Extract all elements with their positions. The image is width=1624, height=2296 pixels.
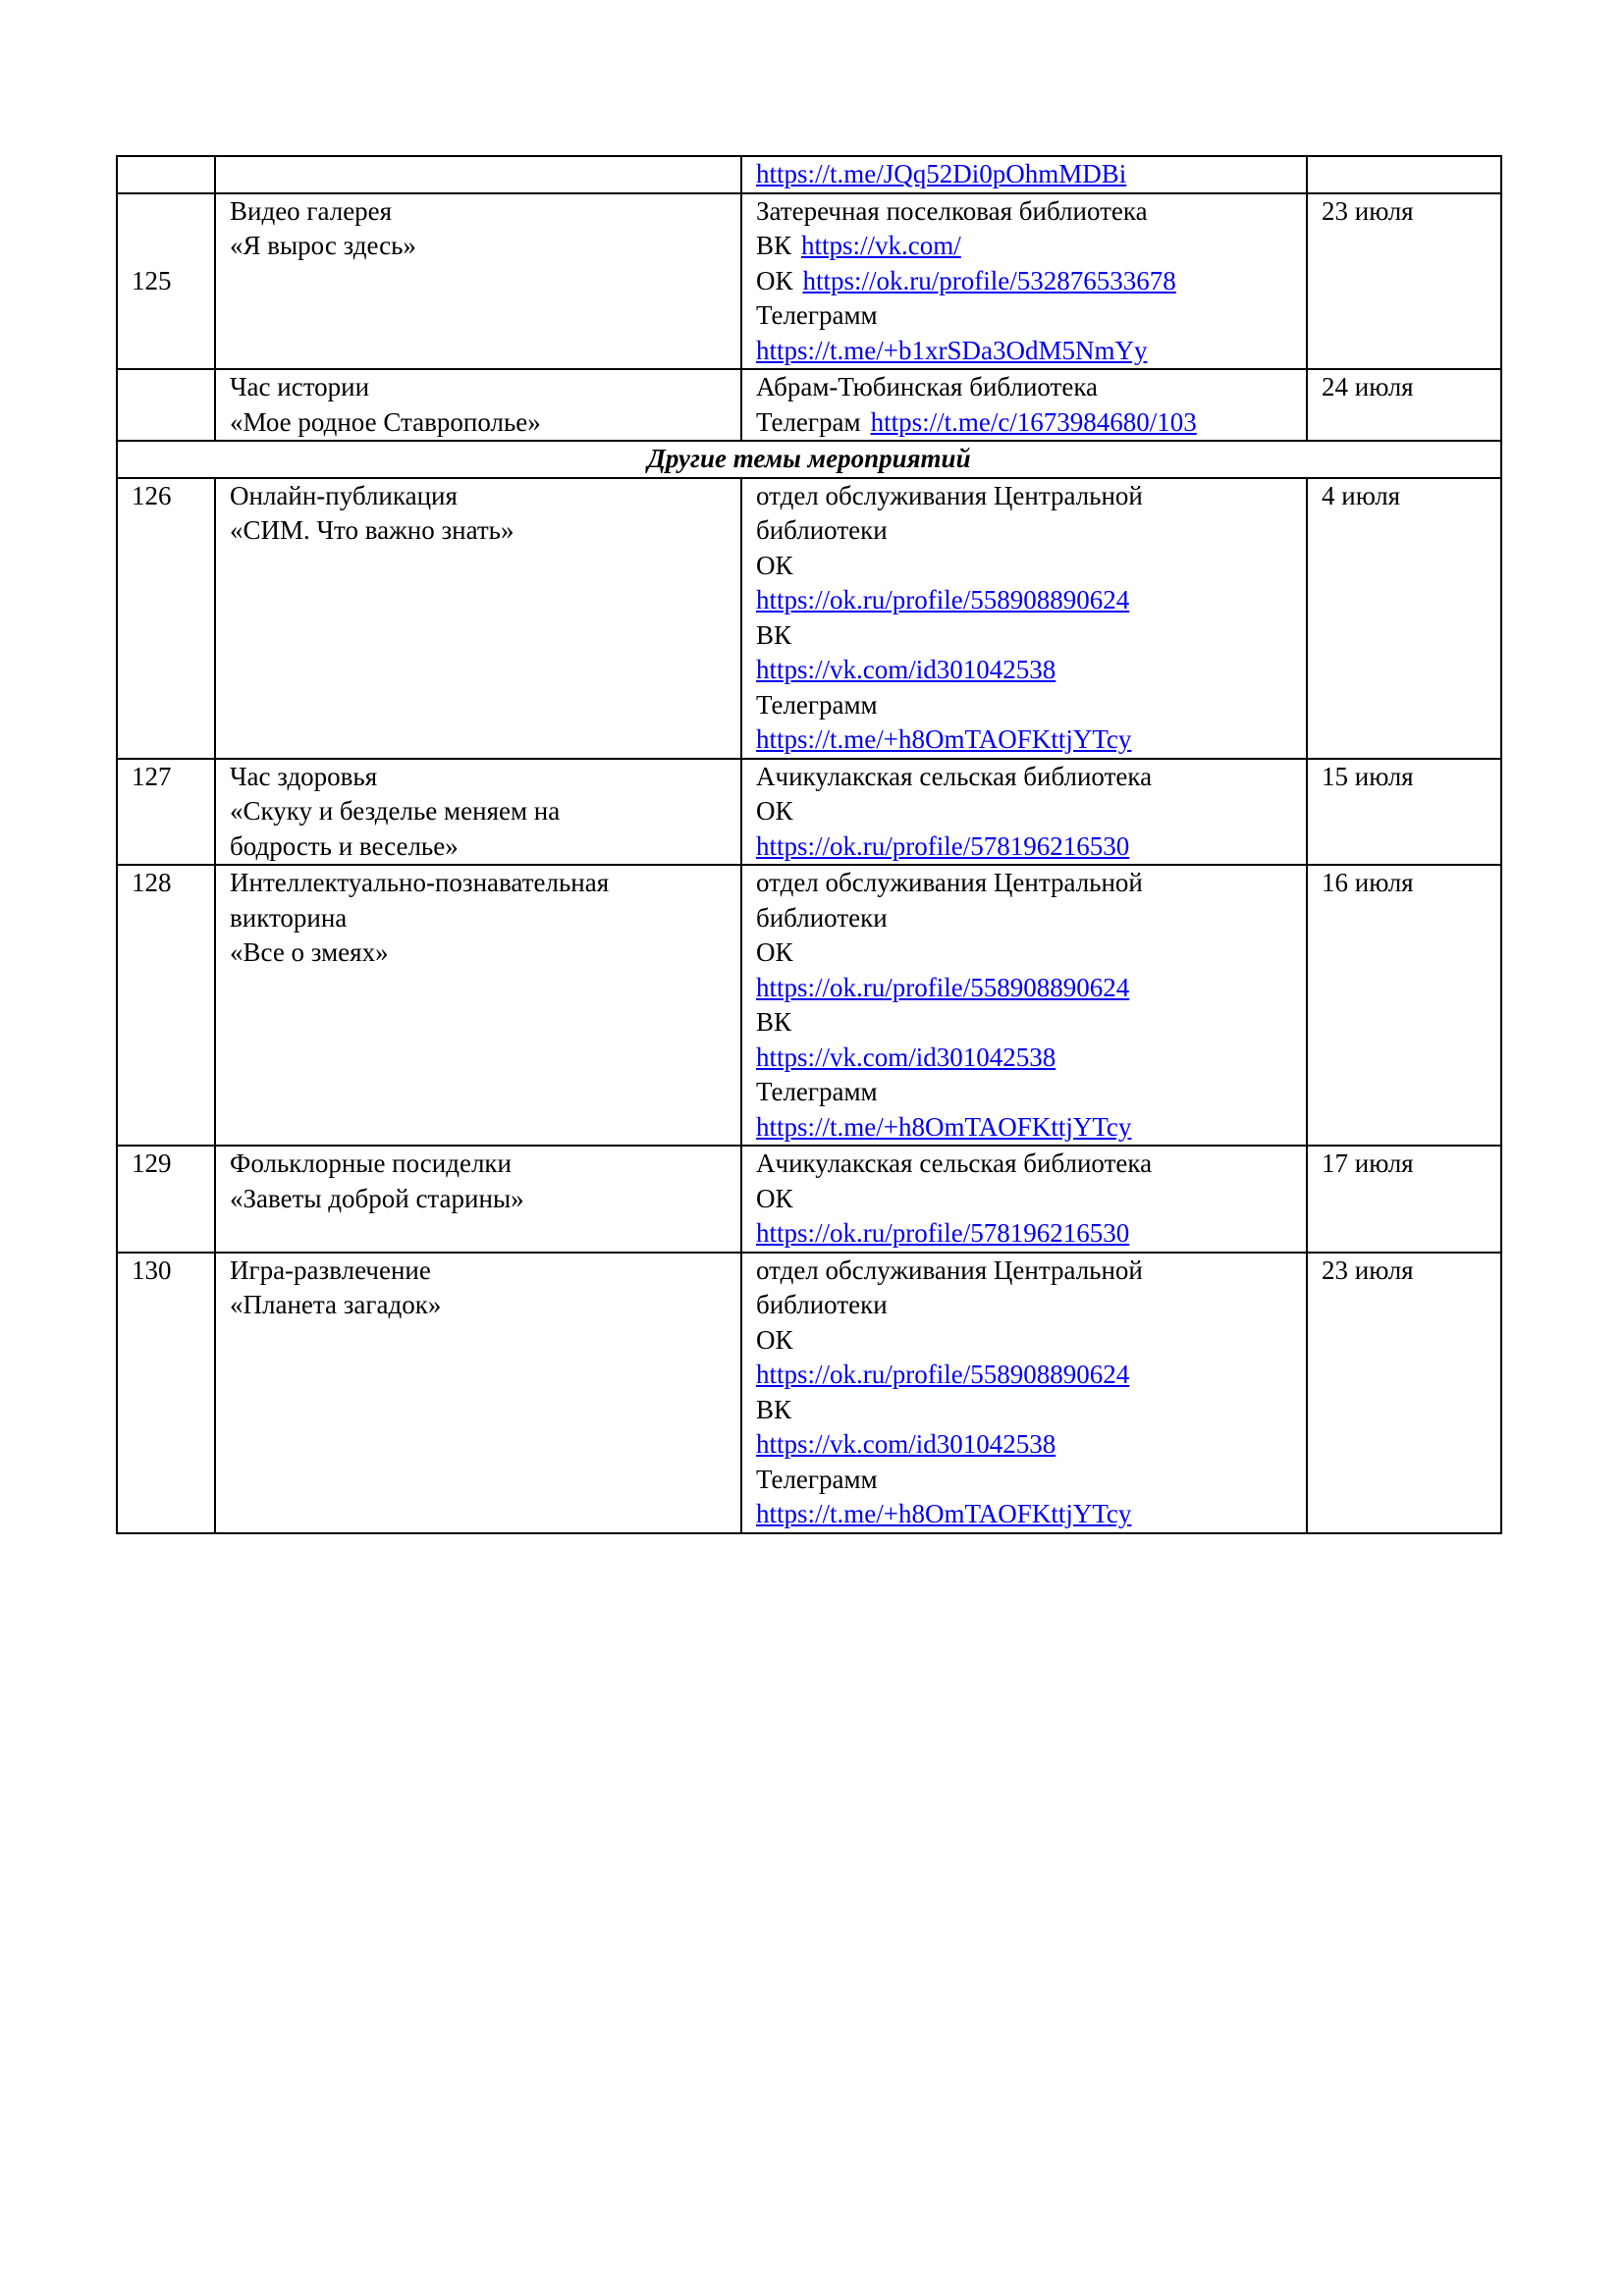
event-date: 24 июля: [1307, 369, 1501, 441]
venue-line: [756, 1110, 1292, 1146]
venue-text: ОК: [756, 937, 793, 967]
social-link[interactable]: https://ok.ru/profile/558908890624: [756, 585, 1130, 614]
social-link[interactable]: https://t.me/+h8OmTAOFKttjYTcy: [756, 724, 1132, 754]
venue-text: Телеграмм: [756, 300, 878, 330]
venue-text: отдел обслуживания Центральной: [756, 1255, 1143, 1285]
venue-line: [756, 1323, 1292, 1359]
event-date: 15 июля: [1307, 759, 1501, 866]
network-label: ОК: [756, 265, 793, 295]
venue-line: [756, 935, 1292, 971]
row-number: 127: [117, 759, 215, 866]
event-date: 17 июля: [1307, 1146, 1501, 1253]
social-link[interactable]: https://ok.ru/profile/578196216530: [756, 1218, 1130, 1248]
row-number: 129: [117, 1146, 215, 1253]
event-title-cell: [215, 478, 741, 759]
venue-line: [756, 583, 1292, 618]
network-label: ВК: [756, 231, 792, 260]
venue-line: [756, 1216, 1292, 1252]
venue-text: ВК: [756, 619, 792, 650]
social-link[interactable]: https://vk.com/: [801, 231, 961, 260]
social-link[interactable]: https://t.me/JQq52Di0pOhmMDBi: [756, 159, 1127, 188]
venue-line: [756, 653, 1292, 688]
venue-line: [756, 229, 1292, 264]
venue-line: [756, 264, 1292, 299]
venue-line: [756, 722, 1292, 758]
venue-cell: [741, 865, 1307, 1146]
event-title-line: Игра-развлечение: [230, 1255, 431, 1285]
event-title-line: «Мое родное Ставрополье»: [230, 406, 541, 437]
table-row: [117, 1146, 1501, 1253]
venue-line: [756, 901, 1292, 936]
social-link[interactable]: https://ok.ru/profile/532876533678: [802, 265, 1176, 295]
venue-line: [756, 513, 1292, 549]
row-number: 128: [117, 865, 215, 1146]
event-title-line: викторина: [230, 902, 348, 933]
venue-line: [756, 688, 1292, 723]
venue-line: [756, 794, 1292, 829]
table-row: [117, 759, 1501, 866]
venue-line: [756, 1182, 1292, 1217]
network-label: Телеграм: [756, 406, 861, 437]
venue-line: [756, 194, 1292, 230]
venue-line: [756, 405, 1292, 441]
venue-text: Абрам-Тюбинская библиотека: [756, 372, 1099, 401]
venue-cell: [741, 369, 1307, 441]
table-row: [117, 1253, 1501, 1533]
venue-line: [756, 1393, 1292, 1428]
venue-cell: [741, 478, 1307, 759]
event-date: [1307, 156, 1501, 193]
table-row: [117, 478, 1501, 759]
event-title-line: Интеллектуально-познавательная: [230, 868, 610, 897]
row-number: 125: [117, 193, 215, 370]
venue-text: Телеграмм: [756, 1077, 878, 1106]
event-date: 23 июля: [1307, 193, 1501, 370]
venue-text: ОК: [756, 1324, 793, 1355]
event-date: 23 июля: [1307, 1253, 1501, 1533]
venue-cell: [741, 759, 1307, 866]
venue-line: [756, 549, 1292, 584]
table-row: [117, 369, 1501, 441]
event-title-line: Онлайн-публикация: [230, 480, 458, 510]
venue-line: [756, 971, 1292, 1006]
event-title-cell: [215, 865, 741, 1146]
venue-text: ОК: [756, 1183, 793, 1213]
venue-line: [756, 1288, 1292, 1323]
event-title-line: «СИМ. Что важно знать»: [230, 515, 514, 545]
venue-text: Телеграмм: [756, 1464, 878, 1494]
venue-line: [756, 479, 1292, 514]
venue-line: [756, 1463, 1292, 1498]
social-link[interactable]: https://ok.ru/profile/578196216530: [756, 830, 1130, 861]
venue-line: [756, 866, 1292, 901]
venue-cell: [741, 156, 1307, 193]
event-title-cell: [215, 759, 741, 866]
row-number: [117, 369, 215, 441]
social-link[interactable]: https://t.me/+b1xrSDa3OdM5NmYy: [756, 335, 1148, 365]
events-table-body: [117, 156, 1501, 1533]
venue-line: [756, 1147, 1292, 1182]
venue-text: Затеречная поселковая библиотека: [756, 195, 1148, 226]
venue-cell: [741, 1146, 1307, 1253]
venue-cell: [741, 1253, 1307, 1533]
row-number: 126: [117, 478, 215, 759]
table-row: [117, 865, 1501, 1146]
social-link[interactable]: https://vk.com/id301042538: [756, 1429, 1056, 1459]
social-link[interactable]: https://t.me/c/1673984680/103: [870, 406, 1197, 437]
venue-text: отдел обслуживания Центральной: [756, 868, 1143, 897]
row-number: [117, 156, 215, 193]
venue-line: [756, 157, 1292, 192]
venue-line: [756, 760, 1292, 795]
social-link[interactable]: https://ok.ru/profile/558908890624: [756, 972, 1130, 1002]
event-title-line: бодрость и веселье»: [230, 830, 459, 861]
venue-line: [756, 1358, 1292, 1393]
venue-text: библиотеки: [756, 515, 888, 545]
event-title-line: «Все о змеях»: [230, 937, 389, 967]
venue-text: ОК: [756, 550, 793, 580]
event-title-cell: [215, 1253, 741, 1533]
social-link[interactable]: https://t.me/+h8OmTAOFKttjYTcy: [756, 1499, 1132, 1528]
event-date: 4 июля: [1307, 478, 1501, 759]
table-row: [117, 156, 1501, 193]
venue-line: [756, 829, 1292, 865]
venue-line: [756, 298, 1292, 334]
venue-text: Ачикулакская сельская библиотека: [756, 1148, 1153, 1178]
venue-line: [756, 1041, 1292, 1076]
venue-line: [756, 334, 1292, 369]
venue-text: Телеграмм: [756, 689, 878, 720]
venue-line: [756, 1005, 1292, 1041]
social-link[interactable]: https://t.me/+h8OmTAOFKttjYTcy: [756, 1111, 1132, 1142]
event-title-line: «Я вырос здесь»: [230, 231, 416, 260]
event-title-line: Час истории: [230, 372, 370, 401]
event-title-line: Час здоровья: [230, 761, 378, 791]
event-title-line: «Скуку и безделье меняем на: [230, 796, 561, 826]
event-date: 16 июля: [1307, 865, 1501, 1146]
event-title-line: Видео галерея: [230, 195, 393, 226]
venue-text: библиотеки: [756, 902, 888, 933]
venue-line: [756, 1427, 1292, 1463]
event-title-line: Фольклорные посиделки: [230, 1148, 512, 1178]
event-title-cell: [215, 156, 741, 193]
venue-text: Ачикулакская сельская библиотека: [756, 761, 1153, 791]
social-link[interactable]: https://ok.ru/profile/558908890624: [756, 1360, 1130, 1389]
venue-text: ВК: [756, 1394, 792, 1424]
venue-cell: [741, 193, 1307, 370]
venue-line: [756, 1254, 1292, 1289]
venue-line: [756, 618, 1292, 654]
events-table: [116, 155, 1502, 1534]
venue-text: ОК: [756, 796, 793, 826]
venue-line: [756, 1075, 1292, 1110]
venue-text: библиотеки: [756, 1290, 888, 1319]
event-title-cell: [215, 1146, 741, 1253]
social-link[interactable]: https://vk.com/id301042538: [756, 1041, 1056, 1072]
venue-text: ВК: [756, 1007, 792, 1037]
social-link[interactable]: https://vk.com/id301042538: [756, 655, 1056, 684]
section-row: [117, 441, 1501, 478]
venue-line: [756, 370, 1292, 405]
event-title-line: «Планета загадок»: [230, 1290, 442, 1319]
event-title-cell: [215, 193, 741, 370]
section-heading: Другие темы мероприятий: [117, 441, 1501, 478]
event-title-cell: [215, 369, 741, 441]
event-title-line: «Заветы доброй старины»: [230, 1183, 524, 1213]
table-row: [117, 193, 1501, 370]
venue-line: [756, 1497, 1292, 1532]
venue-text: отдел обслуживания Центральной: [756, 480, 1143, 510]
row-number: 130: [117, 1253, 215, 1533]
